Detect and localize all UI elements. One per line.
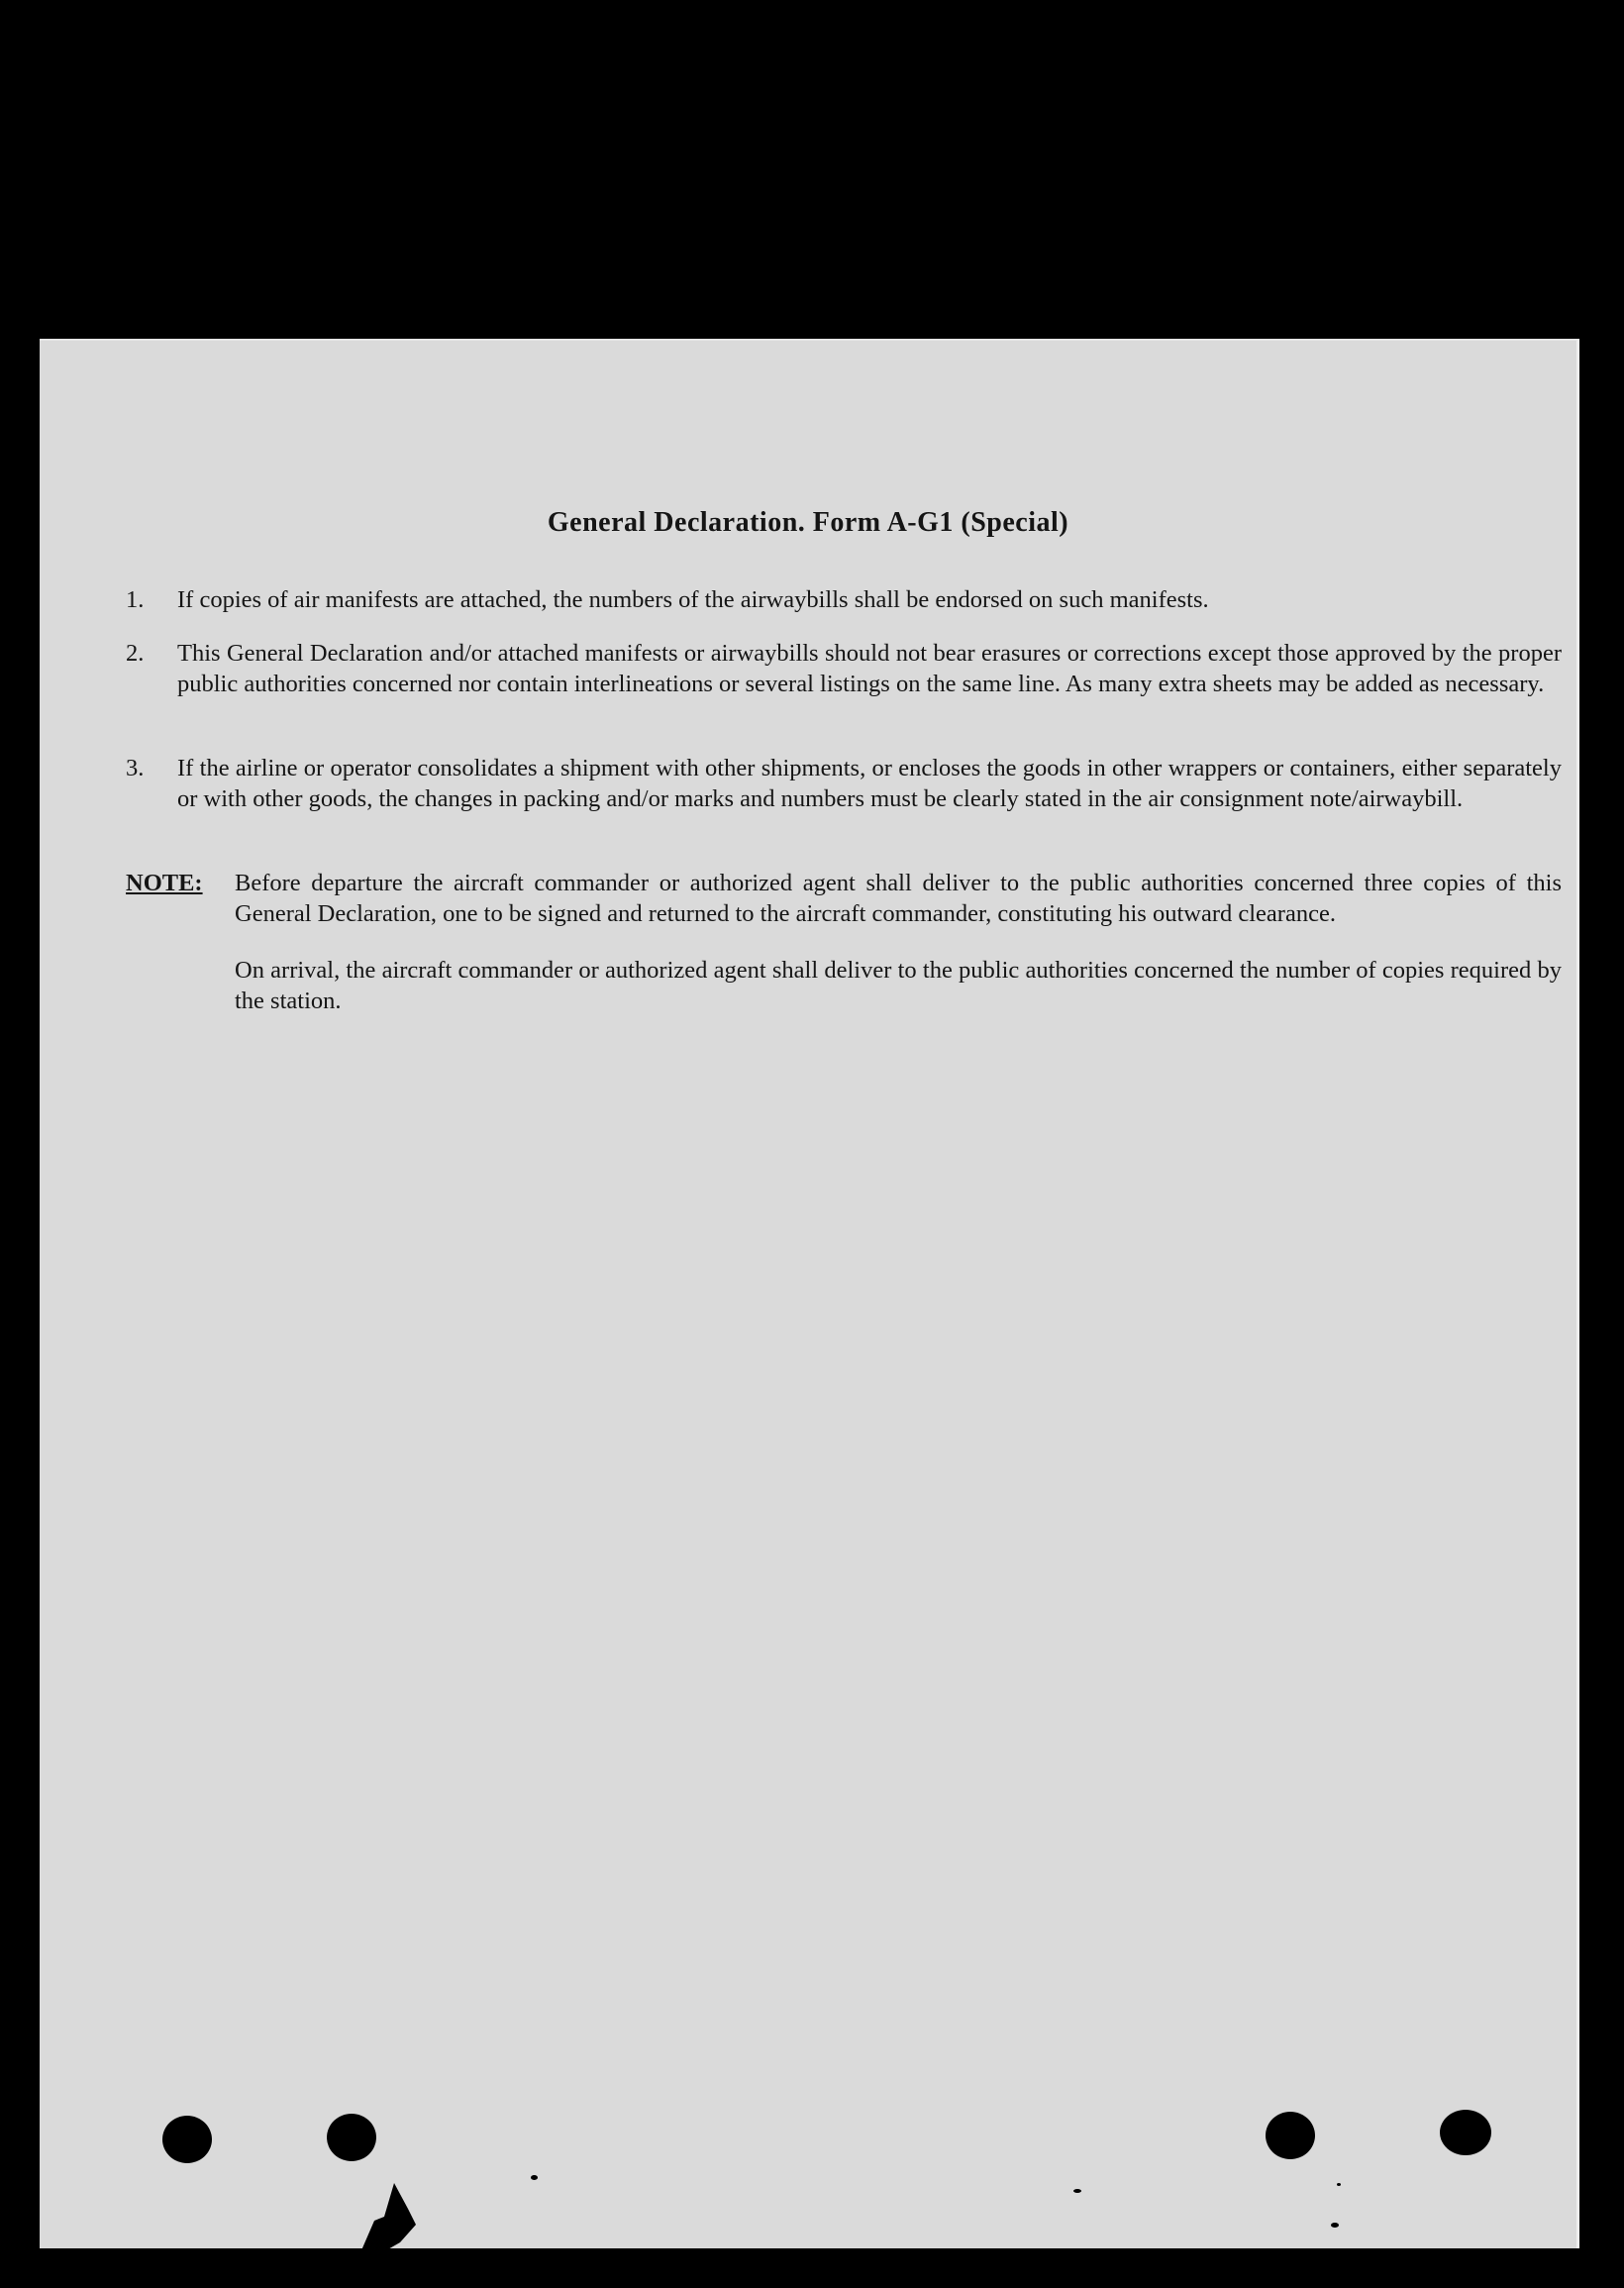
speck — [1337, 2183, 1341, 2186]
list-item-3 — [126, 753, 1562, 814]
list-item-1 — [126, 584, 1562, 615]
item-text: This General Declaration and/or attached manifests or airwaybills should not bear erasures or corrections except those approved by the proper public authorities concerned nor contain interlineations or several listings on the same line. As many extra sheets may be added as necessary. — [177, 640, 1562, 697]
document-title: General Declaration. Form A-G1 (Special) — [547, 507, 1069, 538]
note-paragraph-2: On arrival, the aircraft commander or authorized agent shall deliver to the public authorities concerned the number of copies required by the station. — [235, 957, 1562, 1014]
speck — [531, 2175, 538, 2180]
document-page — [40, 339, 1579, 2248]
note-label: NOTE: — [126, 870, 203, 896]
note-paragraph-1: Before departure the aircraft commander or authorized agent shall deliver to the public authorities concerned three copies of this General Declaration, one to be signed and returned to the aircraft commander, constituting his outward clearance. — [235, 870, 1562, 927]
list-item-2 — [126, 638, 1562, 699]
punch-hole-right-1 — [1266, 2112, 1315, 2159]
item-text: If copies of air manifests are attached, the numbers of the airwaybills shall be endorsed on such manifests. — [177, 586, 1209, 613]
item-number: 1. — [126, 586, 145, 613]
punch-hole-left-2 — [327, 2114, 376, 2161]
note-section — [126, 868, 1562, 1016]
punch-hole-right-2 — [1440, 2110, 1491, 2155]
speck — [1331, 2223, 1339, 2228]
item-number: 3. — [126, 755, 145, 781]
torn-corner-mark — [356, 2173, 436, 2252]
punch-hole-left-1 — [162, 2116, 212, 2163]
speck — [1073, 2189, 1081, 2193]
item-text: If the airline or operator consolidates a shipment with other shipments, or encloses the goods in other wrappers or containers, either separately or with other goods, the changes in packing and/or marks and numbers must be clearly stated in the air consignment note/airwaybill. — [177, 755, 1562, 812]
item-number: 2. — [126, 640, 145, 667]
